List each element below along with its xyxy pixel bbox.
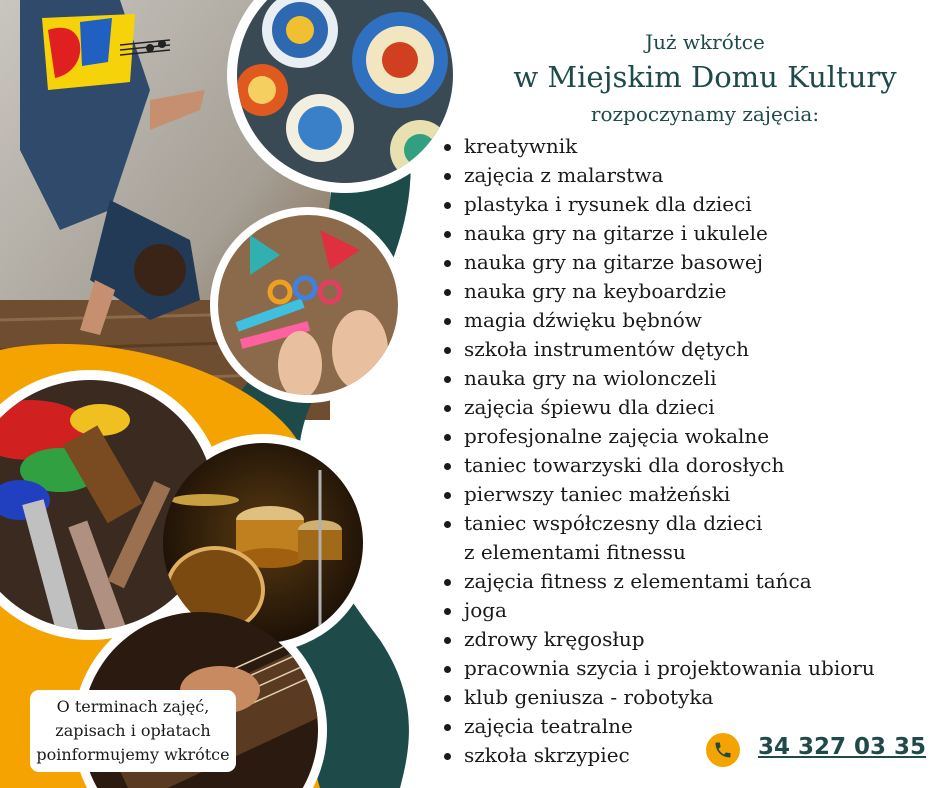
- list-item: profesjonalne zajęcia wokalne: [440, 422, 875, 451]
- intro-line: Już wkrótce: [645, 30, 765, 54]
- list-item: plastyka i rysunek dla dzieci: [440, 190, 875, 219]
- intro-subline: rozpoczynamy zajęcia:: [590, 102, 820, 126]
- list-item: joga: [440, 596, 875, 625]
- list-item: zajęcia teatralne: [440, 712, 875, 741]
- list-item: nauka gry na gitarze i ukulele: [440, 219, 875, 248]
- list-item: pracownia szycia i projektowania ubioru: [440, 654, 875, 683]
- info-box: [30, 690, 236, 772]
- info-line: zapisach i opłatach: [55, 721, 211, 740]
- venue-title: w Miejskim Domu Kultury: [513, 60, 897, 94]
- course-list: [440, 132, 875, 770]
- list-item: nauka gry na gitarze basowej: [440, 248, 875, 277]
- info-line: O terminach zajęć,: [56, 697, 210, 716]
- list-item: pierwszy taniec małżeński: [440, 480, 875, 509]
- phone-icon: [706, 733, 740, 767]
- list-item: szkoła skrzypiec: [440, 741, 875, 770]
- list-item: nauka gry na keyboardzie: [440, 277, 875, 306]
- phone-number-link[interactable]: 34 327 03 35: [758, 734, 927, 760]
- list-item: kreatywnik: [440, 132, 875, 161]
- list-item: zdrowy kręgosłup: [440, 625, 875, 654]
- list-item: zajęcia z malarstwa: [440, 161, 875, 190]
- list-item: zajęcia fitness z elementami tańca: [440, 567, 875, 596]
- list-item: zajęcia śpiewu dla dzieci: [440, 393, 875, 422]
- info-line: poinformujemy wkrótce: [36, 745, 230, 764]
- list-item: klub geniusza - robotyka: [440, 683, 875, 712]
- list-item-continuation: z elementami fitnessu: [464, 540, 686, 564]
- list-item: szkoła instrumentów dętych: [440, 335, 875, 364]
- list-item: nauka gry na wiolonczeli: [440, 364, 875, 393]
- list-item: taniec towarzyski dla dorosłych: [440, 451, 875, 480]
- list-item: taniec współczesny dla dzieci: [440, 509, 875, 538]
- list-item: magia dźwięku bębnów: [440, 306, 875, 335]
